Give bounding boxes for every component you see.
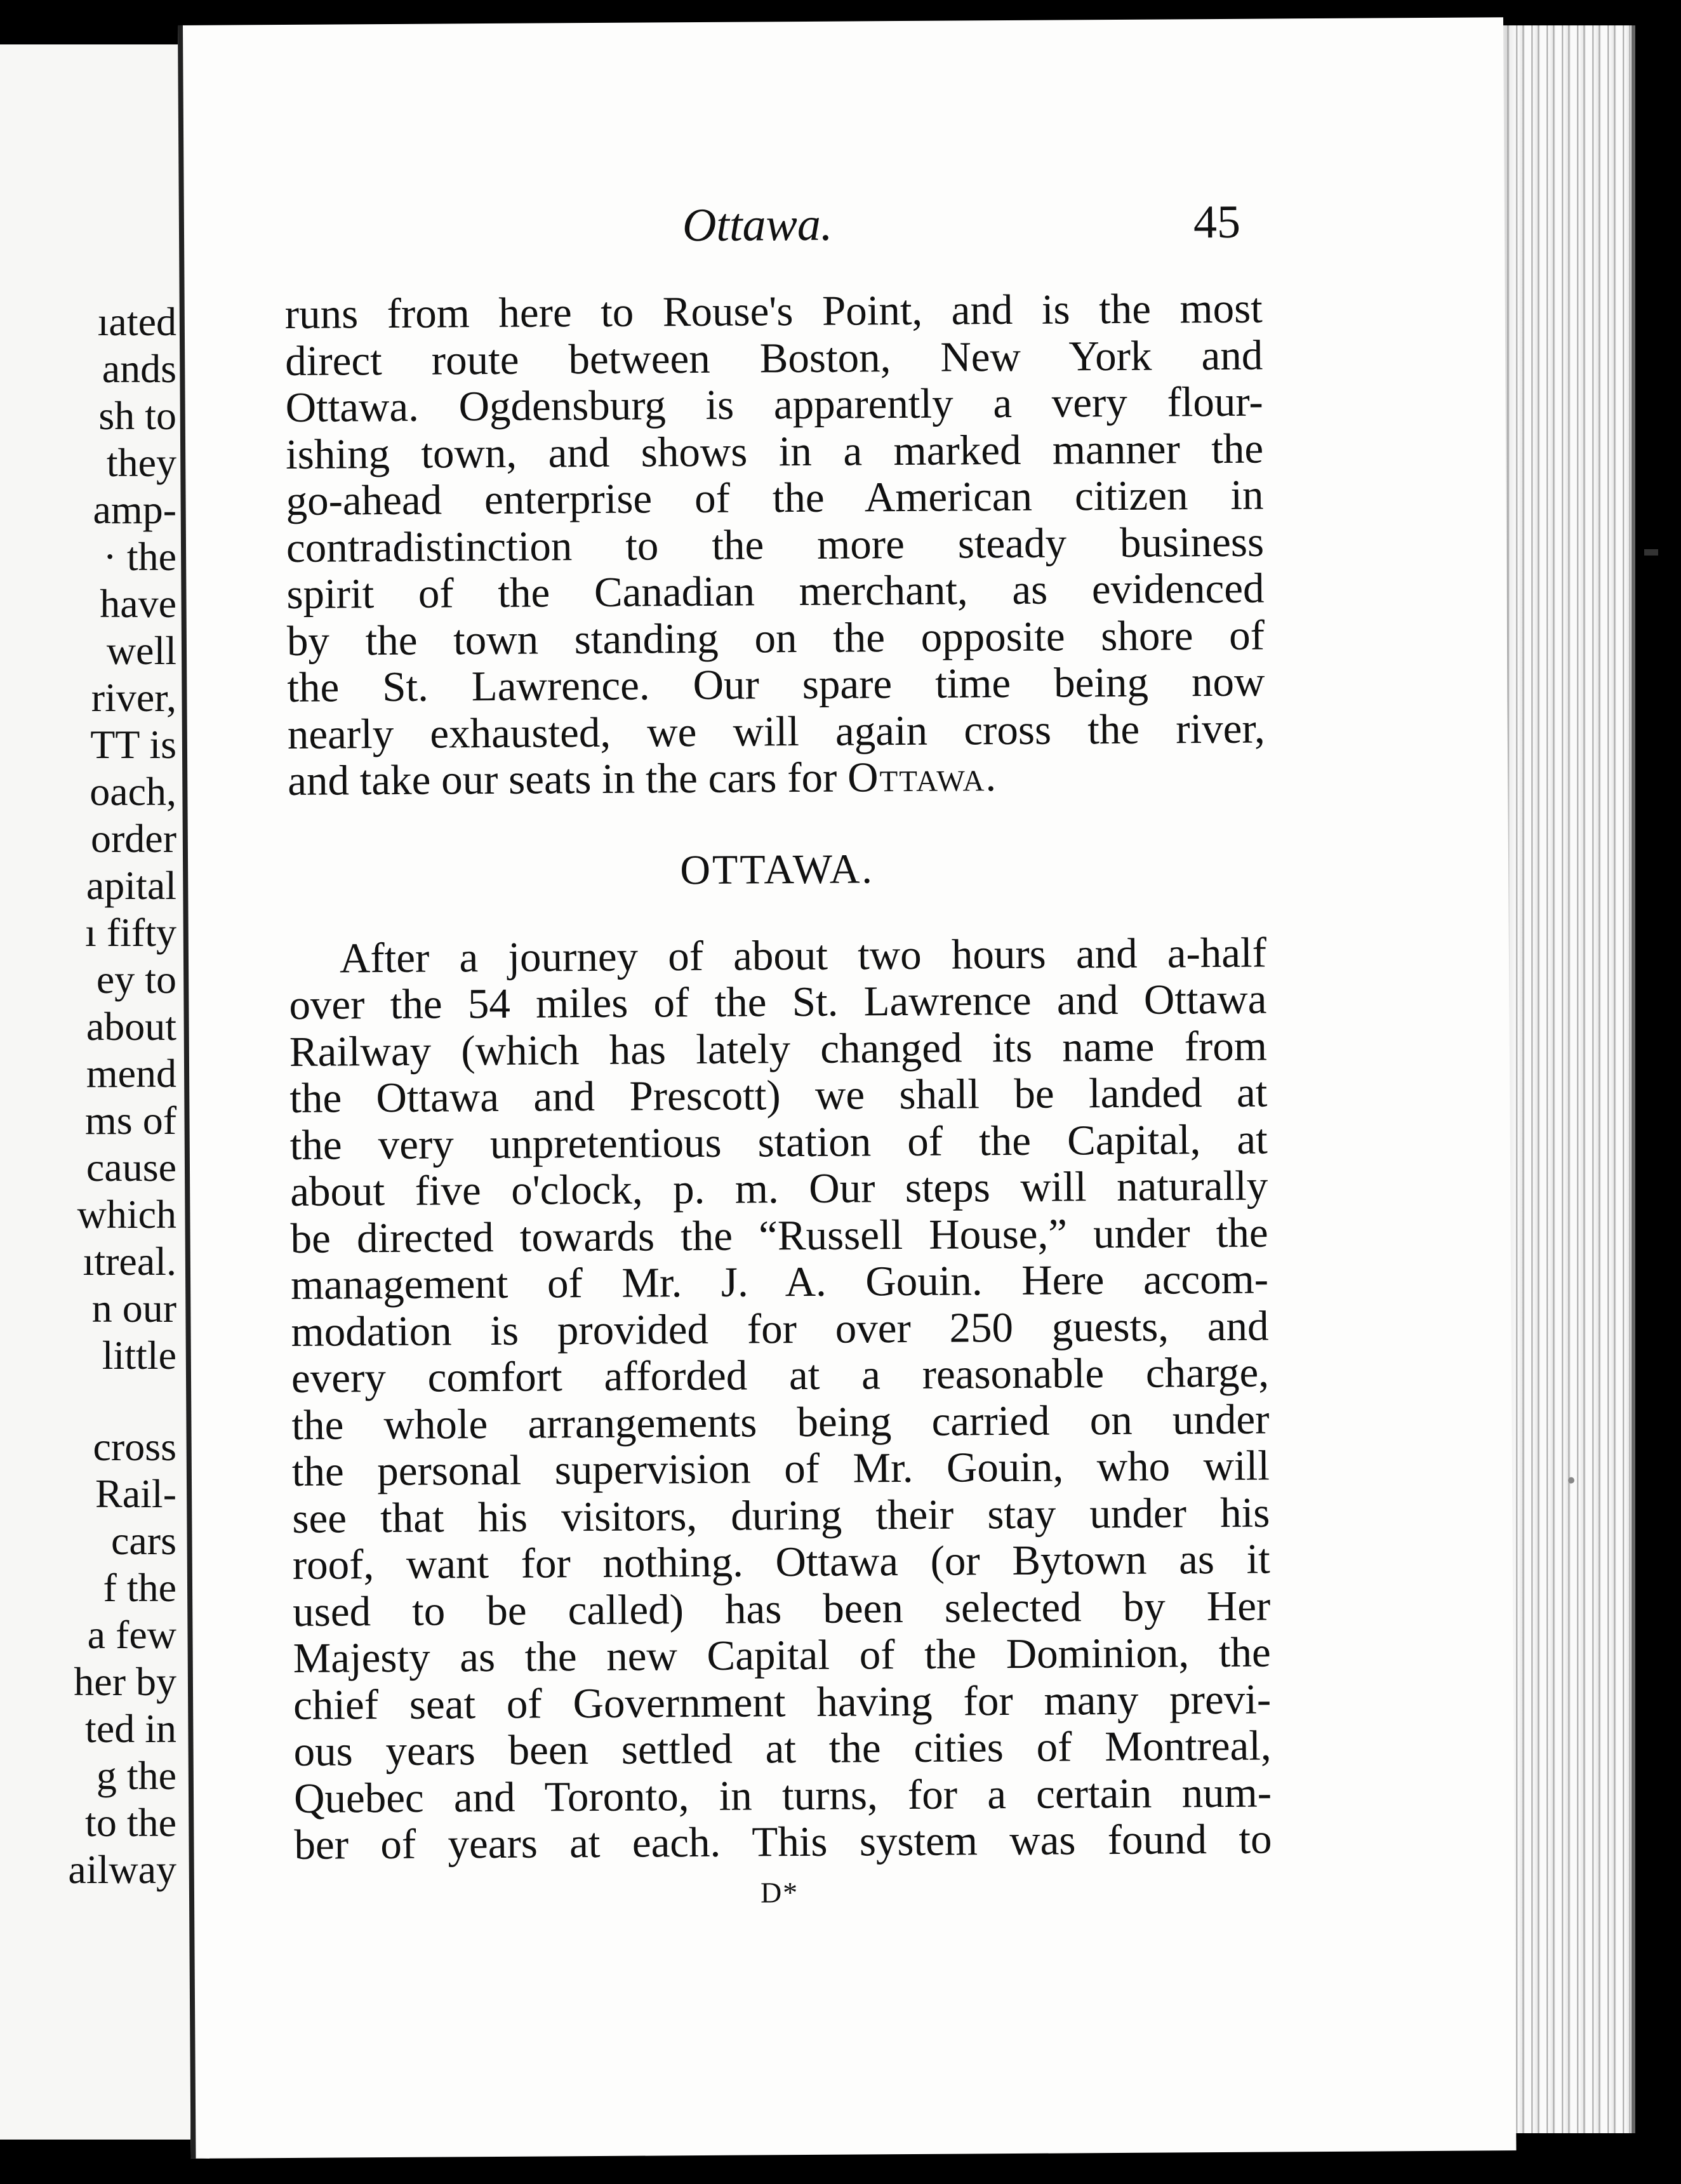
- previous-page-line: river,: [91, 675, 176, 720]
- paragraph-line: see that his visitors, during their stay under his: [292, 1489, 1270, 1542]
- scan-mark: [1644, 549, 1658, 556]
- paragraph-continued: [285, 286, 1265, 758]
- previous-page-line: they: [106, 440, 176, 485]
- paragraph-line: the Ottawa and Prescott) we shall be landed at: [289, 1069, 1268, 1122]
- paragraph-line: about five o'clock, p. m. Our steps will naturally: [289, 1162, 1268, 1215]
- paragraph-line: spirit of the Canadian merchant, as evidenced: [286, 564, 1265, 618]
- previous-page-line: little: [102, 1333, 176, 1378]
- previous-page-line: amp-: [93, 487, 176, 532]
- previous-page-line: ey to: [96, 957, 176, 1002]
- paragraph-line: modation is provided for over 250 guests, and: [291, 1302, 1269, 1355]
- paragraph-line: [288, 752, 1265, 805]
- previous-page-line: g the: [96, 1753, 176, 1798]
- paragraph-line: the personal supervision of Mr. Gouin, who will: [291, 1442, 1270, 1495]
- paragraph-line: the very unpretentious station of the Capital, at: [289, 1115, 1268, 1169]
- paragraph-line: chief seat of Government having for many previ-: [293, 1675, 1272, 1729]
- paragraph-line: ishing town, and shows in a marked manner the: [285, 425, 1264, 478]
- previous-page-line: f the: [103, 1565, 176, 1610]
- paragraph-line: direct route between Boston, New York and: [285, 331, 1263, 385]
- previous-page: [0, 44, 193, 2140]
- paragraph-line: over the 54 miles of the St. Lawrence and Ottawa: [289, 975, 1267, 1029]
- previous-page-line: cars: [110, 1518, 176, 1563]
- paragraph-line: Majesty as the new Capital of the Dominion, the: [293, 1628, 1271, 1682]
- paragraph-line: Quebec and Toronto, in turns, for a certain num-: [293, 1769, 1272, 1822]
- paragraph-line: management of Mr. J. A. Gouin. Here accom-: [290, 1255, 1269, 1308]
- previous-page-line: ı fifty: [85, 910, 176, 955]
- paragraph-line: go-ahead enterprise of the American citizen in: [286, 471, 1264, 524]
- previous-page-line: mend: [86, 1051, 176, 1096]
- line-text: and take our seats in the cars for: [288, 754, 837, 804]
- scan-speck: [1568, 1477, 1574, 1484]
- paragraph-line: Ottawa. Ogdensburg is apparently a very flour-: [285, 378, 1263, 431]
- previous-page-line: order: [90, 816, 176, 861]
- smallcaps-place-name: Ottawa.: [847, 753, 998, 801]
- paragraph-line: be directed towards the “Russell House,” under the: [290, 1209, 1268, 1262]
- previous-page-line: about: [86, 1004, 176, 1049]
- paragraph-line: Railway (which has lately changed its name from: [289, 1022, 1268, 1075]
- previous-page-line: which: [77, 1192, 176, 1237]
- previous-page-line: cause: [86, 1145, 176, 1190]
- previous-page-line: well: [106, 628, 176, 673]
- previous-page-line: TT is: [90, 722, 176, 767]
- previous-page-line: ands: [102, 346, 176, 391]
- previous-page-line: Rail-: [95, 1471, 176, 1516]
- previous-page-line: oach,: [90, 769, 176, 814]
- paragraph-line: the whole arrangements being carried on under: [291, 1395, 1270, 1449]
- signature-mark: D*: [760, 1876, 799, 1909]
- paragraph-line: roof, want for nothing. Ottawa (or Bytown as it: [292, 1535, 1271, 1588]
- paragraph-line: ber of years at each. This system was found to: [294, 1815, 1272, 1868]
- paragraph-line: by the town standing on the opposite shore of: [286, 611, 1265, 665]
- running-title: Ottawa.: [682, 198, 833, 252]
- paragraph-gap: [68, 1379, 176, 1423]
- paragraph-ottawa: [289, 929, 1272, 1868]
- section-heading: OTTAWA.: [680, 845, 875, 893]
- paragraph-line: nearly exhausted, we will again cross the river,: [287, 705, 1266, 758]
- previous-page-line: ted in: [85, 1706, 176, 1751]
- previous-page-line: have: [100, 581, 176, 626]
- paragraph-line: the St. Lawrence. Our spare time being now: [287, 658, 1265, 711]
- previous-page-line: her by: [74, 1659, 176, 1704]
- paragraph-line: runs from here to Rouse's Point, and is the most: [284, 284, 1263, 338]
- previous-page-text: [68, 298, 176, 1893]
- current-page: [178, 17, 1516, 2159]
- previous-page-line: ms of: [85, 1098, 176, 1143]
- paragraph-line: used to be called) has been selected by Her: [293, 1582, 1271, 1635]
- previous-page-line: ıated: [97, 299, 176, 344]
- previous-page-line: ıtreal.: [83, 1239, 176, 1284]
- previous-page-line: n our: [91, 1286, 176, 1331]
- paragraph-line: ous years been settled at the cities of Montreal,: [293, 1722, 1272, 1775]
- running-head: [184, 176, 1505, 254]
- previous-page-line: sh to: [98, 393, 176, 438]
- previous-page-line: ailway: [68, 1847, 176, 1892]
- paragraph-line: contradistinction to the more steady business: [286, 518, 1265, 571]
- paragraph-line: every comfort afforded at a reasonable charge,: [291, 1348, 1270, 1402]
- page-number: 45: [1193, 196, 1241, 249]
- previous-page-line: apital: [86, 863, 176, 908]
- previous-page-line: cross: [93, 1424, 176, 1469]
- previous-page-line: · the: [103, 534, 176, 579]
- previous-page-line: to the: [85, 1800, 176, 1845]
- paragraph-line: After a journey of about two hours and a-half: [339, 929, 1267, 982]
- previous-page-line: a few: [87, 1612, 176, 1657]
- body-text: [285, 286, 1272, 1869]
